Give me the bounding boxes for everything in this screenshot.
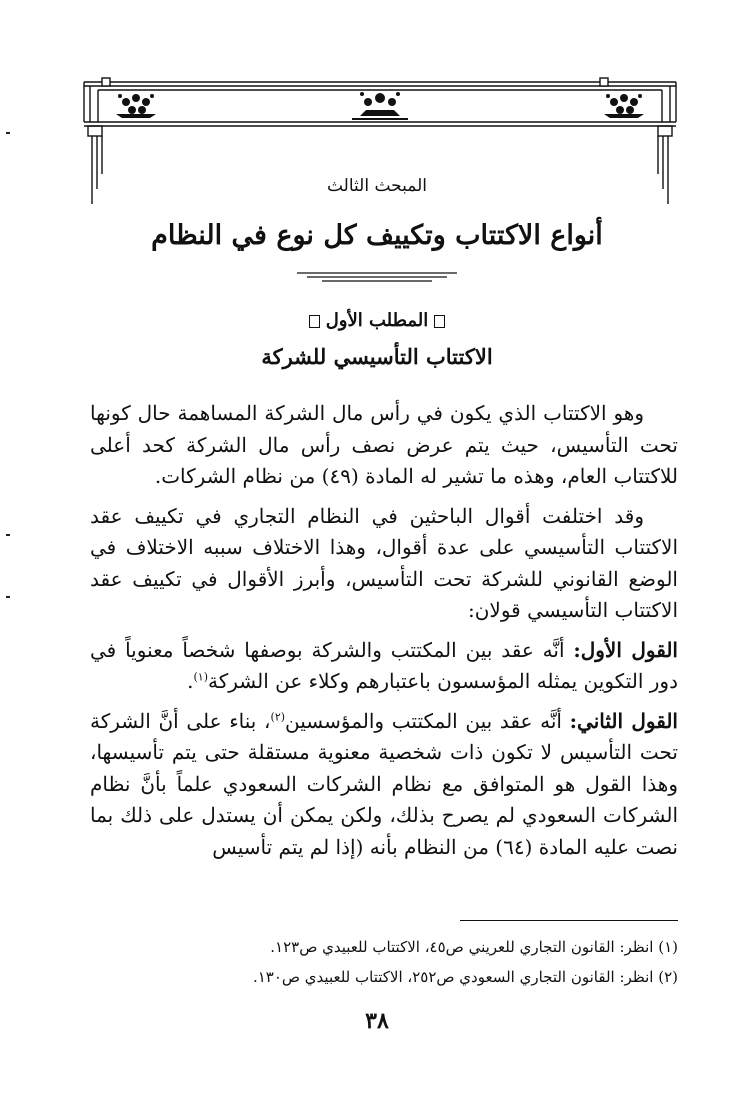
subsection-heading-text: المطلب الأول — [325, 310, 429, 331]
subsection-heading — [0, 310, 754, 336]
section-label: المبحث الثالث — [326, 176, 428, 196]
section-title: أنواع الاكتتاب وتكييف كل نوع في النظام — [151, 220, 603, 251]
scan-speck — [6, 534, 10, 536]
scan-speck — [6, 132, 10, 134]
footnote-separator — [460, 920, 678, 921]
footnote-ref-1[interactable]: (١) — [193, 670, 209, 684]
right-floral-motif — [604, 94, 644, 118]
left-floral-motif — [116, 94, 156, 118]
ornamental-header-frame — [80, 74, 680, 234]
paragraph-4 — [90, 706, 678, 864]
first-opinion-text: أنَّه عقد بين المكتتب والشركة بوصفها شخصاً معنوياً في دور التكوين يمثله المؤسسون باعتبارهم وكلاء عن الشركة — [90, 637, 678, 693]
second-opinion-text-a: أنَّه عقد بين المكتتب والمؤسسين — [285, 708, 570, 733]
second-opinion-text-b: ، بناء على أنَّ الشركة تحت التأسيس لا تكون ذات شخصية معنوية مستقلة حتى يتم تأسيسها، وهذا القول هو المتوافق مع نظام الشركات السعودي علماً بأنَّ نظام الشركات السعودي لم يصرح بذلك، ولكن يمكن أن يستدل على ذلك بما نصت عليه المادة (٦٤) من النظام بأنه (إذا لم يتم تأسيس — [90, 708, 678, 859]
first-opinion-term: القول الأول: — [573, 637, 678, 662]
paragraph-2: وقد اختلفت أقوال الباحثين في النظام التجاري في تكييف عقد الاكتتاب التأسيسي على عدة أقوال، وهذا الاختلاف سببه الاختلاف في الوضع القانوني للشركة تحت التأسيس، وأبرز الأقوال في تكييف عقد الاكتتاب التأسيسي قولان: — [90, 503, 678, 622]
paragraph-1: وهو الاكتتاب الذي يكون في رأس مال الشركة المساهمة حال كونها تحت التأسيس، حيث يتم عرض نصف رأس مال الشركة كحد أعلى للاكتتاب العام، وهذه ما تشير له المادة (٤٩) من نظام الشركات. — [90, 401, 678, 488]
scan-speck — [6, 596, 10, 598]
center-floral-motif — [352, 92, 408, 120]
footnote-2: (٢) انظر: القانون التجاري السعودي ص٢٥٢، الاكتتاب للعبيدي ص١٣٠. — [252, 968, 678, 986]
square-bullet-icon — [309, 315, 320, 328]
body-text — [90, 398, 678, 863]
title-underline-rule — [297, 270, 457, 284]
footnote-ref-2[interactable]: (٢) — [270, 709, 286, 723]
page-number: ٣٨ — [365, 1008, 389, 1034]
footnote-1: (١) انظر: القانون التجاري للعريني ص٤٥، الاكتتاب للعبيدي ص١٢٣. — [270, 938, 678, 956]
second-opinion-term: القول الثاني: — [569, 708, 678, 733]
subsection-subtitle: الاكتتاب التأسيسي للشركة — [261, 344, 493, 369]
paragraph-3: القول الأول: أنَّه عقد بين المكتتب والشركة بوصفها شخصاً معنوياً في دور التكوين يمثله المؤسسون باعتبارهم وكلاء عن الشركة$^{(١)}$. — [90, 637, 678, 693]
square-bullet-icon — [434, 315, 445, 328]
footnotes — [90, 932, 678, 992]
